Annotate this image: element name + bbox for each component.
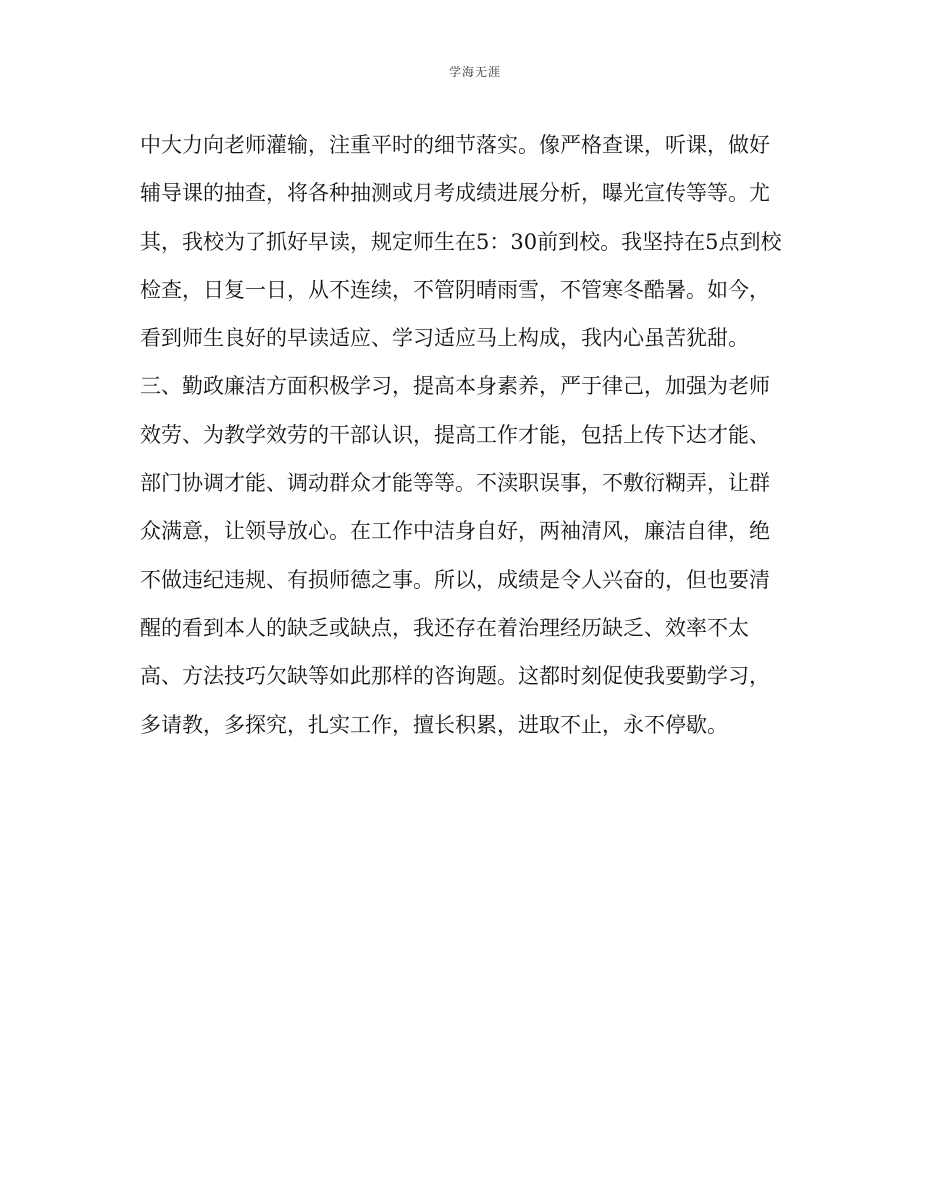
text-line: 其，我校为了抓好早读，规定师生在5：30前到校。我坚持在5点到校 xyxy=(140,229,782,254)
text-line: 中大力向老师灌输，注重平时的细节落实。像严格查课，听课，做好 xyxy=(140,133,770,157)
text-line: 醒的看到本人的缺乏或缺点，我还存在着治理经历缺乏、效率不太 xyxy=(140,615,749,640)
text-line: 看到师生良好的早读适应、学习适应马上构成，我内心虽苦犹甜。 xyxy=(140,326,749,351)
text-line: 部门协调才能、调动群众才能等等。不渎职误事，不敷衍糊弄，让群 xyxy=(140,471,770,496)
text-line: 三、勤政廉洁方面积极学习，提高本身素养，严于律己，加强为老师 xyxy=(140,374,770,399)
text-line: 不做违纪违规、有损师德之事。所以，成绩是令人兴奋的，但也要清 xyxy=(140,567,770,592)
text-line: 多请教，多探究，扎实工作，擅长积累，进取不止，永不停歇。 xyxy=(140,712,728,737)
text-line: 高、方法技巧欠缺等如此那样的咨询题。这都时刻促使我要勤学习， xyxy=(140,664,770,689)
text-line: 众满意，让领导放心。在工作中洁身自好，两袖清风，廉洁自律，绝 xyxy=(140,519,770,544)
text-line: 检查，日复一日，从不连续，不管阴晴雨雪，不管寒冬酷暑。如今， xyxy=(140,277,770,302)
text-line: 辅导课的抽查，将各种抽测或月考成绩进展分析，曝光宣传等等。尤 xyxy=(140,181,770,206)
body-text xyxy=(140,125,830,753)
page-header: 学海无涯 xyxy=(448,65,501,79)
text-line: 效劳、为教学效劳的干部认识，提高工作才能，包括上传下达才能、 xyxy=(140,422,770,447)
